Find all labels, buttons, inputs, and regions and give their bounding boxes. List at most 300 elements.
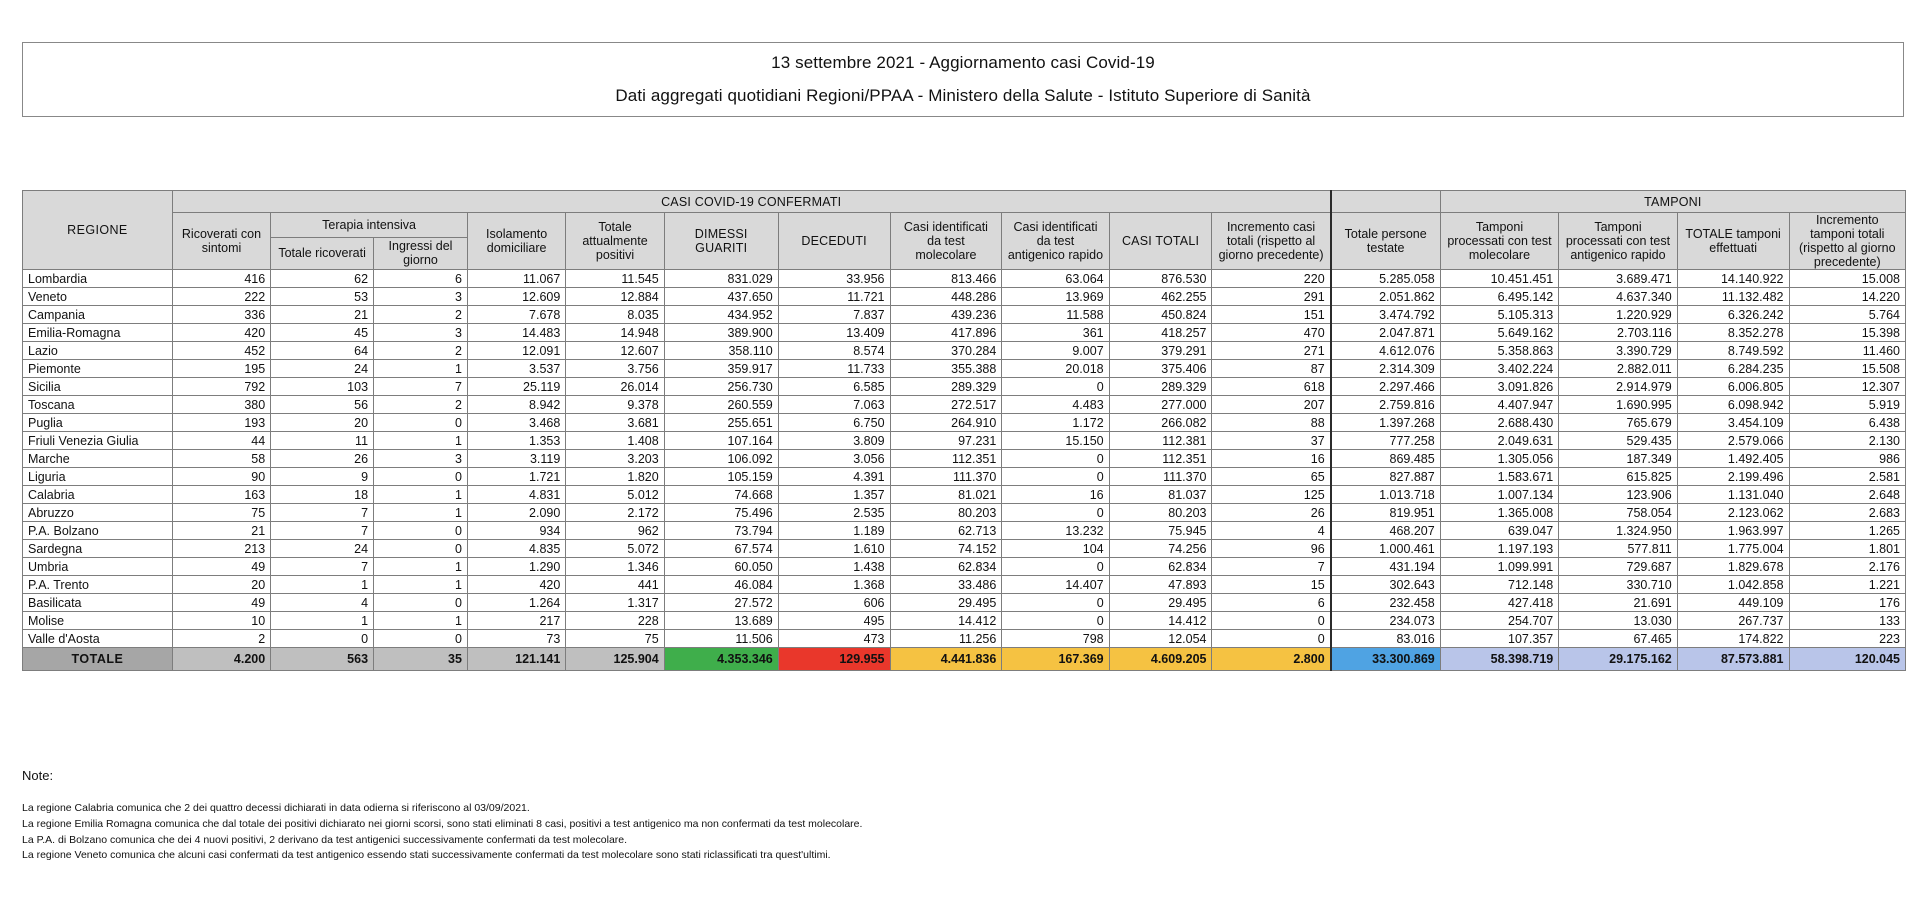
cell-value: 264.910 bbox=[890, 414, 1002, 432]
cell-value: 12.307 bbox=[1789, 378, 1905, 396]
cell-value: 11 bbox=[271, 432, 374, 450]
cell-value: 5.072 bbox=[566, 540, 664, 558]
cell-region-name: Valle d'Aosta bbox=[23, 630, 173, 648]
cell-value: 1.820 bbox=[566, 468, 664, 486]
cell-region-name: Abruzzo bbox=[23, 504, 173, 522]
cell-value: 12.054 bbox=[1109, 630, 1212, 648]
cell-value: 6 bbox=[374, 270, 468, 288]
cell-value: 827.887 bbox=[1331, 468, 1441, 486]
cell-value: 104 bbox=[1002, 540, 1109, 558]
cell-value: 1 bbox=[374, 432, 468, 450]
cell-value: 2.683 bbox=[1789, 504, 1905, 522]
cell-value: 1.189 bbox=[778, 522, 890, 540]
cell-value: 2.049.631 bbox=[1440, 432, 1559, 450]
cell-value: 58 bbox=[172, 450, 270, 468]
cell-value: 1.353 bbox=[467, 432, 565, 450]
cell-value: 62 bbox=[271, 270, 374, 288]
cell-value: 375.406 bbox=[1109, 360, 1212, 378]
cell-value: 380 bbox=[172, 396, 270, 414]
cell-region-name: Lazio bbox=[23, 342, 173, 360]
cell-value: 234.073 bbox=[1331, 612, 1441, 630]
cell-value: 777.258 bbox=[1331, 432, 1441, 450]
cell-value: 449.109 bbox=[1677, 594, 1789, 612]
cell-value: 1.013.718 bbox=[1331, 486, 1441, 504]
cell-value: 1.368 bbox=[778, 576, 890, 594]
cell-value: 88 bbox=[1212, 414, 1331, 432]
cell-value: 416 bbox=[172, 270, 270, 288]
cell-value: 9.007 bbox=[1002, 342, 1109, 360]
cell-value: 123.906 bbox=[1559, 486, 1678, 504]
cell-value: 1.221 bbox=[1789, 576, 1905, 594]
cell-value: 450.824 bbox=[1109, 306, 1212, 324]
cell-value: 4.831 bbox=[467, 486, 565, 504]
cell-value: 0 bbox=[374, 540, 468, 558]
cell-value: 26 bbox=[271, 450, 374, 468]
cell-value: 4.612.076 bbox=[1331, 342, 1441, 360]
col-header-regione: REGIONE bbox=[23, 191, 173, 270]
cell-value: 470 bbox=[1212, 324, 1331, 342]
cell-value: 29.495 bbox=[890, 594, 1002, 612]
cell-value: 5.919 bbox=[1789, 396, 1905, 414]
cell-value: 618 bbox=[1212, 378, 1331, 396]
cell-value: 639.047 bbox=[1440, 522, 1559, 540]
notes-heading: Note: bbox=[22, 768, 54, 783]
cell-value: 44 bbox=[172, 432, 270, 450]
cell-value: 5.358.863 bbox=[1440, 342, 1559, 360]
cell-value: 14.140.922 bbox=[1677, 270, 1789, 288]
totals-cell: 4.200 bbox=[172, 648, 270, 671]
header-subgroup-row bbox=[23, 213, 1906, 238]
cell-value: 267.737 bbox=[1677, 612, 1789, 630]
totals-cell: 4.609.205 bbox=[1109, 648, 1212, 671]
cell-value: 111.370 bbox=[1109, 468, 1212, 486]
cell-value: 0 bbox=[1002, 612, 1109, 630]
cell-value: 798 bbox=[1002, 630, 1109, 648]
cell-value: 62.834 bbox=[1109, 558, 1212, 576]
table-row bbox=[23, 558, 1906, 576]
cell-value: 4 bbox=[1212, 522, 1331, 540]
cell-value: 0 bbox=[374, 468, 468, 486]
cell-region-name: Lombardia bbox=[23, 270, 173, 288]
cell-value: 2.199.496 bbox=[1677, 468, 1789, 486]
cell-value: 792 bbox=[172, 378, 270, 396]
cell-value: 12.607 bbox=[566, 342, 664, 360]
cell-value: 2.579.066 bbox=[1677, 432, 1789, 450]
cell-value: 2.759.816 bbox=[1331, 396, 1441, 414]
cell-value: 1.197.193 bbox=[1440, 540, 1559, 558]
cell-value: 712.148 bbox=[1440, 576, 1559, 594]
notes-list bbox=[22, 801, 1622, 864]
cell-value: 1.690.995 bbox=[1559, 396, 1678, 414]
table-row bbox=[23, 594, 1906, 612]
cell-value: 187.349 bbox=[1559, 450, 1678, 468]
cell-value: 63.064 bbox=[1002, 270, 1109, 288]
cell-value: 6.326.242 bbox=[1677, 306, 1789, 324]
cell-value: 379.291 bbox=[1109, 342, 1212, 360]
cell-value: 67.574 bbox=[664, 540, 778, 558]
cell-value: 8.574 bbox=[778, 342, 890, 360]
cell-region-name: P.A. Trento bbox=[23, 576, 173, 594]
cell-value: 1 bbox=[374, 612, 468, 630]
col-header-dimessi-guariti: DIMESSI GUARITI bbox=[664, 213, 778, 270]
cell-value: 14.412 bbox=[1109, 612, 1212, 630]
cell-value: 3.203 bbox=[566, 450, 664, 468]
cell-value: 0 bbox=[374, 594, 468, 612]
cell-value: 1.317 bbox=[566, 594, 664, 612]
cell-value: 3.756 bbox=[566, 360, 664, 378]
cell-value: 4.835 bbox=[467, 540, 565, 558]
cell-value: 11.256 bbox=[890, 630, 1002, 648]
cell-value: 112.381 bbox=[1109, 432, 1212, 450]
cell-value: 112.351 bbox=[1109, 450, 1212, 468]
cell-value: 176 bbox=[1789, 594, 1905, 612]
cell-value: 83.016 bbox=[1331, 630, 1441, 648]
cell-value: 11.506 bbox=[664, 630, 778, 648]
notes-section bbox=[22, 768, 1622, 864]
cell-value: 12.091 bbox=[467, 342, 565, 360]
col-header-casi-antigenico: Casi identificati da test antigenico rapido bbox=[1002, 213, 1109, 270]
cell-value: 876.530 bbox=[1109, 270, 1212, 288]
cell-value: 289.329 bbox=[890, 378, 1002, 396]
cell-value: 15.508 bbox=[1789, 360, 1905, 378]
cell-value: 151 bbox=[1212, 306, 1331, 324]
cell-value: 529.435 bbox=[1559, 432, 1678, 450]
cell-value: 47.893 bbox=[1109, 576, 1212, 594]
cell-value: 3 bbox=[374, 450, 468, 468]
cell-value: 7.678 bbox=[467, 306, 565, 324]
cell-value: 81.021 bbox=[890, 486, 1002, 504]
cell-value: 217 bbox=[467, 612, 565, 630]
cell-value: 223 bbox=[1789, 630, 1905, 648]
cell-value: 0 bbox=[1002, 594, 1109, 612]
cell-value: 427.418 bbox=[1440, 594, 1559, 612]
cell-value: 5.105.313 bbox=[1440, 306, 1559, 324]
note-line: La regione Veneto comunica che alcuni casi confermati da test antigenico essendo stati successivamente confermati da test molecolare sono stati riclassificati tra quest'ultimi. bbox=[22, 849, 831, 862]
cell-value: 11.733 bbox=[778, 360, 890, 378]
cell-value: 80.203 bbox=[1109, 504, 1212, 522]
cell-region-name: Liguria bbox=[23, 468, 173, 486]
cell-value: 125 bbox=[1212, 486, 1331, 504]
cell-value: 1.099.991 bbox=[1440, 558, 1559, 576]
cell-value: 2 bbox=[172, 630, 270, 648]
cell-value: 13.409 bbox=[778, 324, 890, 342]
cell-value: 1.324.950 bbox=[1559, 522, 1678, 540]
cell-value: 3.681 bbox=[566, 414, 664, 432]
cell-value: 1.583.671 bbox=[1440, 468, 1559, 486]
cell-value: 3.119 bbox=[467, 450, 565, 468]
report-subtitle: Dati aggregati quotidiani Regioni/PPAA - Ministero della Salute - Istituto Superiore di Sanità bbox=[615, 86, 1311, 105]
col-header-totale-ricoverati: Totale ricoverati bbox=[271, 237, 374, 269]
cell-value: 14.220 bbox=[1789, 288, 1905, 306]
cell-value: 74.256 bbox=[1109, 540, 1212, 558]
cell-value: 336 bbox=[172, 306, 270, 324]
cell-region-name: Friuli Venezia Giulia bbox=[23, 432, 173, 450]
report-title: 13 settembre 2021 - Aggiornamento casi Covid-19 bbox=[771, 53, 1155, 72]
table-row bbox=[23, 270, 1906, 288]
cell-value: 106.092 bbox=[664, 450, 778, 468]
cell-value: 0 bbox=[1212, 612, 1331, 630]
cell-value: 1.438 bbox=[778, 558, 890, 576]
cell-value: 1.610 bbox=[778, 540, 890, 558]
cell-value: 1.365.008 bbox=[1440, 504, 1559, 522]
cell-value: 1.172 bbox=[1002, 414, 1109, 432]
cell-value: 18 bbox=[271, 486, 374, 504]
cell-region-name: Molise bbox=[23, 612, 173, 630]
cell-value: 65 bbox=[1212, 468, 1331, 486]
cell-value: 260.559 bbox=[664, 396, 778, 414]
col-header-tamponi-molecolare: Tamponi processati con test molecolare bbox=[1440, 213, 1559, 270]
cell-value: 15.150 bbox=[1002, 432, 1109, 450]
cell-value: 3.468 bbox=[467, 414, 565, 432]
cell-region-name: Toscana bbox=[23, 396, 173, 414]
cell-value: 15.398 bbox=[1789, 324, 1905, 342]
cell-value: 7 bbox=[271, 522, 374, 540]
cell-value: 1.492.405 bbox=[1677, 450, 1789, 468]
cell-value: 6.006.805 bbox=[1677, 378, 1789, 396]
cell-value: 358.110 bbox=[664, 342, 778, 360]
cell-value: 103 bbox=[271, 378, 374, 396]
cell-value: 8.749.592 bbox=[1677, 342, 1789, 360]
cell-value: 60.050 bbox=[664, 558, 778, 576]
table-row bbox=[23, 522, 1906, 540]
cell-value: 266.082 bbox=[1109, 414, 1212, 432]
cell-value: 6.750 bbox=[778, 414, 890, 432]
cell-value: 271 bbox=[1212, 342, 1331, 360]
cell-value: 49 bbox=[172, 594, 270, 612]
cell-value: 0 bbox=[271, 630, 374, 648]
cell-value: 24 bbox=[271, 360, 374, 378]
cell-value: 729.687 bbox=[1559, 558, 1678, 576]
cell-value: 2 bbox=[374, 396, 468, 414]
note-line: La regione Calabria comunica che 2 dei quattro decessi dichiarati in data odierna si riferiscono al 03/09/2021. bbox=[22, 802, 530, 814]
cell-value: 2.314.309 bbox=[1331, 360, 1441, 378]
table-row bbox=[23, 432, 1906, 450]
cell-value: 14.412 bbox=[890, 612, 1002, 630]
cell-value: 12.884 bbox=[566, 288, 664, 306]
totals-cell: 87.573.881 bbox=[1677, 648, 1789, 671]
cell-value: 289.329 bbox=[1109, 378, 1212, 396]
cell-value: 441 bbox=[566, 576, 664, 594]
cell-value: 1 bbox=[374, 360, 468, 378]
cell-value: 1.801 bbox=[1789, 540, 1905, 558]
cell-value: 462.255 bbox=[1109, 288, 1212, 306]
cell-value: 4.483 bbox=[1002, 396, 1109, 414]
col-header-totale-tamponi: TOTALE tamponi effettuati bbox=[1677, 213, 1789, 270]
cell-value: 25.119 bbox=[467, 378, 565, 396]
cell-value: 13.969 bbox=[1002, 288, 1109, 306]
cell-value: 74.668 bbox=[664, 486, 778, 504]
cell-value: 0 bbox=[1002, 468, 1109, 486]
cell-value: 418.257 bbox=[1109, 324, 1212, 342]
cell-value: 87 bbox=[1212, 360, 1331, 378]
cell-value: 11.588 bbox=[1002, 306, 1109, 324]
cell-value: 2.648 bbox=[1789, 486, 1905, 504]
cell-value: 75.945 bbox=[1109, 522, 1212, 540]
cell-value: 869.485 bbox=[1331, 450, 1441, 468]
cell-value: 1 bbox=[271, 612, 374, 630]
cell-value: 64 bbox=[271, 342, 374, 360]
cell-value: 0 bbox=[1002, 378, 1109, 396]
cell-region-name: Piemonte bbox=[23, 360, 173, 378]
cell-value: 7 bbox=[374, 378, 468, 396]
group-title-tamponi: TAMPONI bbox=[1440, 191, 1905, 213]
cell-value: 20 bbox=[271, 414, 374, 432]
col-header-deceduti: DECEDUTI bbox=[778, 213, 890, 270]
cell-value: 11.721 bbox=[778, 288, 890, 306]
cell-region-name: P.A. Bolzano bbox=[23, 522, 173, 540]
table-row bbox=[23, 486, 1906, 504]
cell-value: 4 bbox=[271, 594, 374, 612]
cell-value: 2.130 bbox=[1789, 432, 1905, 450]
cell-value: 452 bbox=[172, 342, 270, 360]
cell-value: 8.035 bbox=[566, 306, 664, 324]
cell-value: 7.837 bbox=[778, 306, 890, 324]
cell-value: 14.948 bbox=[566, 324, 664, 342]
cell-region-name: Umbria bbox=[23, 558, 173, 576]
cell-value: 437.650 bbox=[664, 288, 778, 306]
cell-value: 6.284.235 bbox=[1677, 360, 1789, 378]
cell-value: 4.391 bbox=[778, 468, 890, 486]
cell-region-name: Sardegna bbox=[23, 540, 173, 558]
cell-value: 1.346 bbox=[566, 558, 664, 576]
cell-value: 49 bbox=[172, 558, 270, 576]
cell-value: 9 bbox=[271, 468, 374, 486]
cell-value: 213 bbox=[172, 540, 270, 558]
cell-value: 3.809 bbox=[778, 432, 890, 450]
cell-value: 1 bbox=[374, 576, 468, 594]
col-header-incremento-tamponi: Incremento tamponi totali (rispetto al giorno precedente) bbox=[1789, 213, 1905, 270]
cell-value: 105.159 bbox=[664, 468, 778, 486]
cell-value: 81.037 bbox=[1109, 486, 1212, 504]
cell-value: 1.265 bbox=[1789, 522, 1905, 540]
col-header-casi-molecolare: Casi identificati da test molecolare bbox=[890, 213, 1002, 270]
cell-value: 606 bbox=[778, 594, 890, 612]
cell-value: 359.917 bbox=[664, 360, 778, 378]
cell-value: 37 bbox=[1212, 432, 1331, 450]
cell-value: 27.572 bbox=[664, 594, 778, 612]
cell-value: 0 bbox=[374, 630, 468, 648]
cell-value: 439.236 bbox=[890, 306, 1002, 324]
cell-value: 112.351 bbox=[890, 450, 1002, 468]
totals-cell: 125.904 bbox=[566, 648, 664, 671]
cell-value: 33.956 bbox=[778, 270, 890, 288]
col-header-ricoverati-sintomi: Ricoverati con sintomi bbox=[172, 213, 270, 270]
cell-value: 24 bbox=[271, 540, 374, 558]
group-title-casi: CASI COVID-19 CONFERMATI bbox=[172, 191, 1330, 213]
cell-value: 417.896 bbox=[890, 324, 1002, 342]
cell-value: 431.194 bbox=[1331, 558, 1441, 576]
cell-value: 1.131.040 bbox=[1677, 486, 1789, 504]
cell-value: 434.952 bbox=[664, 306, 778, 324]
cell-value: 2 bbox=[374, 306, 468, 324]
cell-value: 1.042.858 bbox=[1677, 576, 1789, 594]
cell-value: 20.018 bbox=[1002, 360, 1109, 378]
table-row bbox=[23, 540, 1906, 558]
cell-value: 1 bbox=[374, 504, 468, 522]
cell-value: 16 bbox=[1002, 486, 1109, 504]
cell-value: 361 bbox=[1002, 324, 1109, 342]
cell-value: 6.585 bbox=[778, 378, 890, 396]
cell-value: 1.963.997 bbox=[1677, 522, 1789, 540]
cell-region-name: Basilicata bbox=[23, 594, 173, 612]
col-header-totale-persone-testate: Totale persone testate bbox=[1331, 213, 1441, 270]
cell-value: 5.012 bbox=[566, 486, 664, 504]
cell-value: 67.465 bbox=[1559, 630, 1678, 648]
cell-value: 2.535 bbox=[778, 504, 890, 522]
cell-value: 6.098.942 bbox=[1677, 396, 1789, 414]
col-header-terapia-intensiva: Terapia intensiva bbox=[271, 213, 468, 238]
cell-value: 3.689.471 bbox=[1559, 270, 1678, 288]
table-body bbox=[23, 270, 1906, 648]
cell-value: 934 bbox=[467, 522, 565, 540]
totals-cell: 4.441.836 bbox=[890, 648, 1002, 671]
cell-value: 220 bbox=[1212, 270, 1331, 288]
cell-value: 254.707 bbox=[1440, 612, 1559, 630]
cell-value: 10 bbox=[172, 612, 270, 630]
cell-value: 448.286 bbox=[890, 288, 1002, 306]
cell-value: 90 bbox=[172, 468, 270, 486]
cell-value: 26.014 bbox=[566, 378, 664, 396]
cell-value: 2.882.011 bbox=[1559, 360, 1678, 378]
cell-value: 5.285.058 bbox=[1331, 270, 1441, 288]
cell-value: 222 bbox=[172, 288, 270, 306]
cell-value: 80.203 bbox=[890, 504, 1002, 522]
cell-value: 758.054 bbox=[1559, 504, 1678, 522]
cell-value: 46.084 bbox=[664, 576, 778, 594]
table-row bbox=[23, 450, 1906, 468]
covid-table-container bbox=[22, 190, 1906, 671]
cell-value: 330.710 bbox=[1559, 576, 1678, 594]
cell-value: 96 bbox=[1212, 540, 1331, 558]
cell-value: 5.649.162 bbox=[1440, 324, 1559, 342]
table-row bbox=[23, 324, 1906, 342]
cell-value: 272.517 bbox=[890, 396, 1002, 414]
cell-value: 3.390.729 bbox=[1559, 342, 1678, 360]
cell-value: 12.609 bbox=[467, 288, 565, 306]
cell-value: 195 bbox=[172, 360, 270, 378]
header-group-row bbox=[23, 191, 1906, 213]
cell-value: 3.091.826 bbox=[1440, 378, 1559, 396]
cell-value: 495 bbox=[778, 612, 890, 630]
cell-value: 33.486 bbox=[890, 576, 1002, 594]
totals-cell: 121.141 bbox=[467, 648, 565, 671]
cell-value: 207 bbox=[1212, 396, 1331, 414]
totals-cell: 120.045 bbox=[1789, 648, 1905, 671]
cell-value: 7 bbox=[1212, 558, 1331, 576]
cell-value: 1.721 bbox=[467, 468, 565, 486]
cell-value: 2.047.871 bbox=[1331, 324, 1441, 342]
cell-value: 232.458 bbox=[1331, 594, 1441, 612]
cell-value: 0 bbox=[374, 522, 468, 540]
cell-value: 1 bbox=[374, 558, 468, 576]
cell-value: 14.483 bbox=[467, 324, 565, 342]
note-line: La P.A. di Bolzano comunica che dei 4 nuovi positivi, 2 derivano da test antigenici successivamente confermati da test molecolare. bbox=[22, 833, 628, 846]
cell-value: 62.834 bbox=[890, 558, 1002, 576]
cell-value: 3 bbox=[374, 324, 468, 342]
cell-value: 16 bbox=[1212, 450, 1331, 468]
col-header-casi-totali: CASI TOTALI bbox=[1109, 213, 1212, 270]
table-footer bbox=[23, 648, 1906, 671]
cell-value: 2.176 bbox=[1789, 558, 1905, 576]
cell-value: 75 bbox=[566, 630, 664, 648]
cell-value: 6.495.142 bbox=[1440, 288, 1559, 306]
cell-value: 174.822 bbox=[1677, 630, 1789, 648]
cell-value: 97.231 bbox=[890, 432, 1002, 450]
cell-value: 21 bbox=[271, 306, 374, 324]
cell-value: 2.703.116 bbox=[1559, 324, 1678, 342]
cell-value: 1.397.268 bbox=[1331, 414, 1441, 432]
col-header-incremento-casi: Incremento casi totali (rispetto al giorno precedente) bbox=[1212, 213, 1331, 270]
